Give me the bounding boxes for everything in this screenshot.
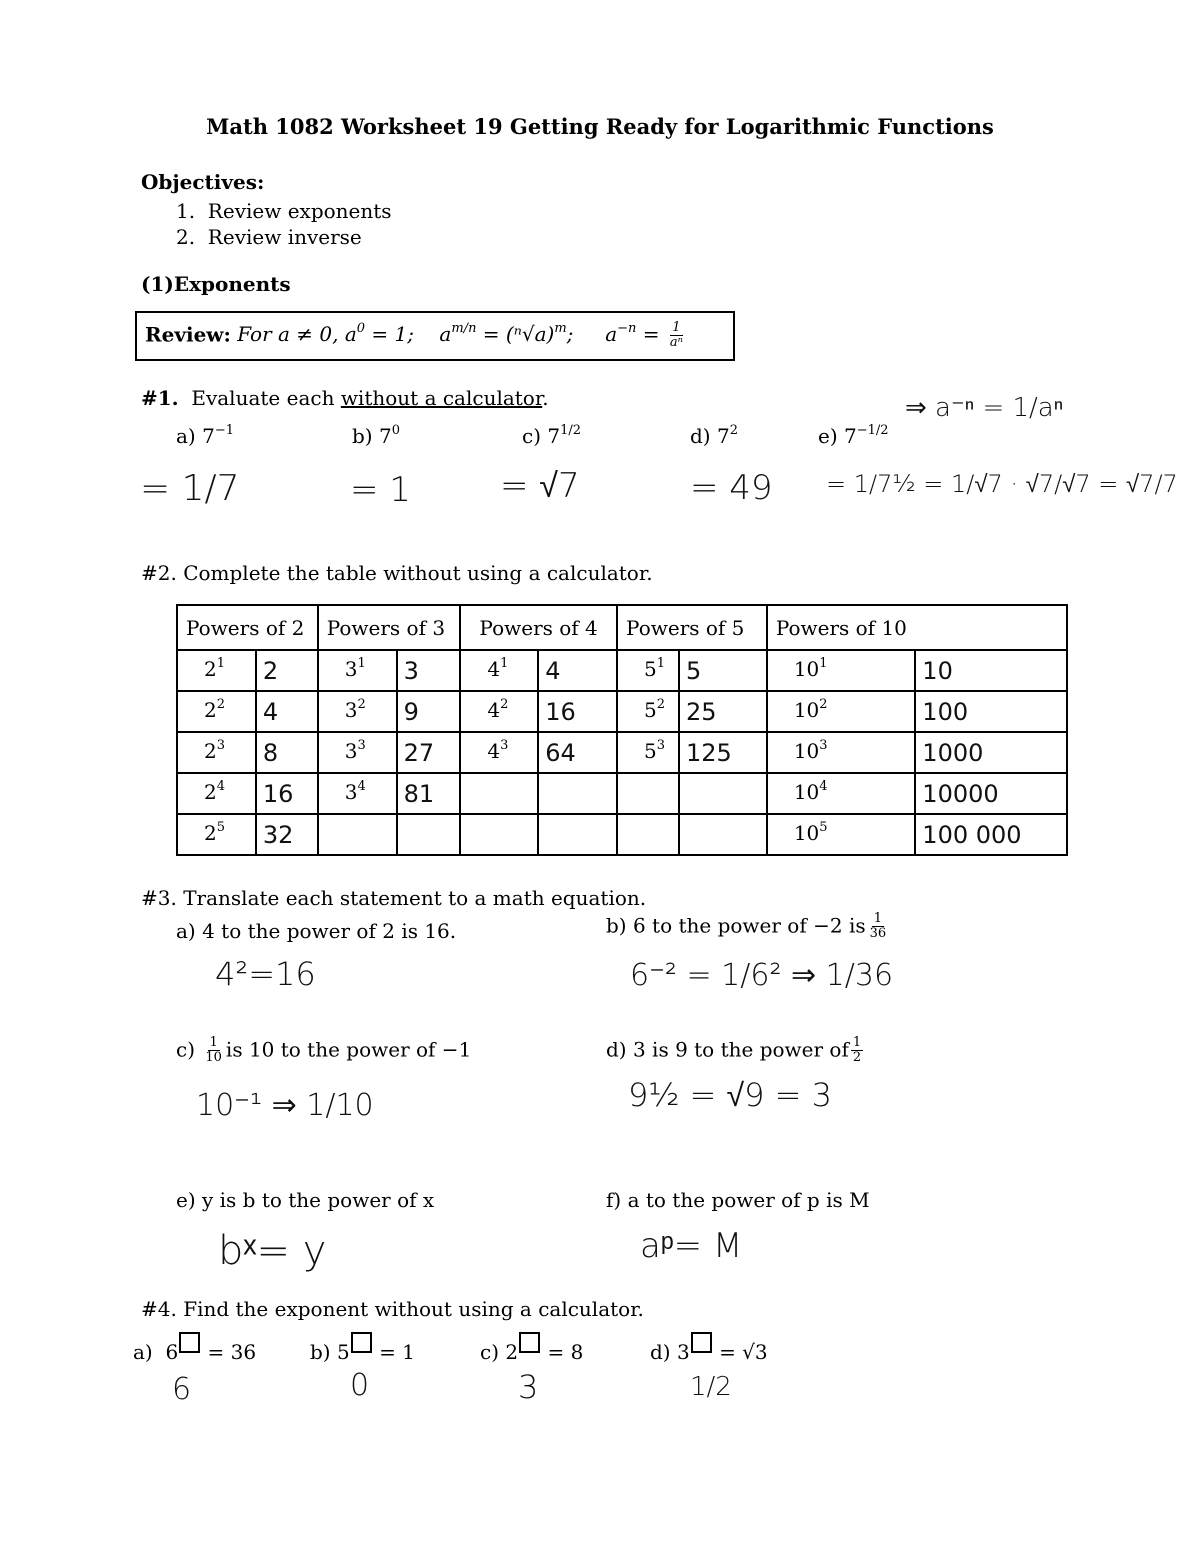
q1-item-a: a) $7^{-1}$ — [176, 423, 234, 448]
power-cell: $10^5$ — [767, 814, 915, 855]
q4-item-c: c) 2 = 8 — [480, 1332, 583, 1364]
power-cell: $3^2$ — [318, 691, 397, 732]
q3-item-e: e) y is b to the power of x — [176, 1188, 435, 1212]
power-cell: $10^1$ — [767, 650, 915, 691]
power-cell: $10^2$ — [767, 691, 915, 732]
q3-item-b: b) 6 to the power of −2 is $\frac{1}{36}$ — [606, 911, 887, 942]
answer-cell: 64 — [538, 732, 617, 773]
answer-cell — [397, 814, 461, 855]
table-row — [177, 773, 1067, 814]
q1-answer-b: = 1 — [350, 470, 411, 510]
q1-note-handwritten: ⇒ a⁻ⁿ = 1/aⁿ — [905, 393, 1064, 423]
q3-item-d: d) 3 is 9 to the power of $\frac{1}{2}$ — [606, 1035, 862, 1066]
table-header: Powers of 5 — [617, 605, 767, 650]
answer-cell: 27 — [397, 732, 461, 773]
objectives-heading: Objectives: — [141, 170, 265, 194]
q1-item-b: b) $7^0$ — [352, 423, 400, 448]
power-cell — [460, 814, 538, 855]
table-header-row — [177, 605, 1067, 650]
q1-item-e: e) $7^{-1/2}$ — [818, 423, 889, 448]
q4-answer-c: 3 — [518, 1368, 539, 1406]
power-cell: $3^4$ — [318, 773, 397, 814]
power-cell: $3^1$ — [318, 650, 397, 691]
power-cell — [460, 773, 538, 814]
power-cell: $2^1$ — [177, 650, 256, 691]
answer-cell: 16 — [538, 691, 617, 732]
power-cell: $5^1$ — [617, 650, 679, 691]
section-heading: (1)Exponents — [141, 272, 291, 296]
answer-cell — [679, 773, 767, 814]
answer-cell: 25 — [679, 691, 767, 732]
answer-cell: 125 — [679, 732, 767, 773]
q3-answer-d: 9½ = √9 = 3 — [628, 1076, 832, 1114]
q3-item-c: c) $\frac{1}{10}$ is 10 to the power of −1 — [176, 1035, 472, 1066]
power-cell: $2^3$ — [177, 732, 256, 773]
answer-cell: 16 — [256, 773, 318, 814]
power-cell: $4^3$ — [460, 732, 538, 773]
q3-item-a: a) 4 to the power of 2 is 16. — [176, 919, 457, 943]
answer-cell: 9 — [397, 691, 461, 732]
table-row — [177, 732, 1067, 773]
table-header: Powers of 2 — [177, 605, 318, 650]
exponent-box — [691, 1332, 712, 1353]
power-cell: $3^3$ — [318, 732, 397, 773]
answer-cell: 4 — [256, 691, 318, 732]
power-cell: $10^3$ — [767, 732, 915, 773]
answer-cell: 8 — [256, 732, 318, 773]
power-cell: $2^4$ — [177, 773, 256, 814]
table-row — [177, 650, 1067, 691]
review-label: Review: — [145, 322, 231, 347]
answer-cell — [538, 814, 617, 855]
question-2-prompt: #2. Complete the table without using a calculator. — [141, 561, 653, 585]
answer-cell: 1000 — [915, 732, 1067, 773]
power-cell: $5^2$ — [617, 691, 679, 732]
answer-cell: 3 — [397, 650, 461, 691]
question-3-prompt: #3. Translate each statement to a math equation. — [141, 886, 647, 910]
question-1-prompt: #1. Evaluate each without a calculator. — [141, 386, 549, 410]
q1-answer-a: = 1/7 — [140, 468, 240, 509]
table-header: Powers of 4 — [460, 605, 617, 650]
power-cell: $4^1$ — [460, 650, 538, 691]
answer-cell — [538, 773, 617, 814]
review-rule-rational: $a^{m/n} = (^n√a)^m$; — [439, 321, 574, 347]
power-cell: $2^5$ — [177, 814, 256, 855]
q4-answer-a: 6 — [172, 1372, 192, 1407]
answer-cell: 4 — [538, 650, 617, 691]
power-cell — [617, 814, 679, 855]
q3-answer-a: 4²=16 — [215, 955, 316, 993]
answer-cell: 81 — [397, 773, 461, 814]
q3-answer-f: aᵖ= M — [640, 1226, 743, 1266]
answer-cell: 10 — [915, 650, 1067, 691]
q1-answer-d: = 49 — [690, 468, 773, 508]
q1-item-d: d) $7^2$ — [690, 423, 738, 448]
table-row — [177, 814, 1067, 855]
q4-item-a: a) 6 = 36 — [133, 1332, 256, 1364]
q4-item-b: b) 5 = 1 — [310, 1332, 415, 1364]
q3-answer-c: 10⁻¹ ⇒ 1/10 — [196, 1088, 374, 1123]
q4-answer-b: 0 — [350, 1368, 370, 1403]
q4-item-d: d) 3 = √3 — [650, 1332, 768, 1364]
power-cell — [318, 814, 397, 855]
table-header: Powers of 3 — [318, 605, 461, 650]
q3-answer-b: 6⁻² = 1/6² ⇒ 1/36 — [630, 958, 894, 993]
answer-cell: 32 — [256, 814, 318, 855]
review-rule-zero: For a ≠ 0, $a^0 = 1$; — [237, 321, 414, 347]
objective-item: 1. Review exponents — [176, 199, 392, 223]
answer-cell: 10000 — [915, 773, 1067, 814]
power-cell — [617, 773, 679, 814]
question-4-prompt: #4. Find the exponent without using a calculator. — [141, 1297, 644, 1321]
answer-cell — [679, 814, 767, 855]
q1-answer-e: = 1/7½ = 1/√7 · √7/√7 = √7/7 — [826, 470, 1178, 498]
table-row — [177, 691, 1067, 732]
exponent-box — [519, 1332, 540, 1353]
review-rule-negative: $a^{-n}$ = $\frac{1}{\text{aⁿ}}$ — [605, 320, 683, 351]
power-cell: $2^2$ — [177, 691, 256, 732]
q4-answer-d: 1/2 — [690, 1372, 732, 1402]
answer-cell: 5 — [679, 650, 767, 691]
power-cell: $4^2$ — [460, 691, 538, 732]
answer-cell: 2 — [256, 650, 318, 691]
answer-cell: 100 000 — [915, 814, 1067, 855]
q1-answer-c: = √7 — [500, 466, 580, 506]
power-cell: $5^3$ — [617, 732, 679, 773]
worksheet-title: Math 1082 Worksheet 19 Getting Ready for Logarithmic Functions — [206, 114, 994, 139]
table-header: Powers of 10 — [767, 605, 1067, 650]
answer-cell: 100 — [915, 691, 1067, 732]
q3-item-f: f) a to the power of p is M — [606, 1188, 870, 1212]
power-cell: $10^4$ — [767, 773, 915, 814]
q3-answer-e: bˣ= y — [218, 1228, 327, 1274]
exponent-box — [351, 1332, 372, 1353]
q1-item-c: c) $7^{1/2}$ — [522, 423, 582, 448]
objective-item: 2. Review inverse — [176, 225, 362, 249]
powers-table — [176, 604, 1068, 856]
review-box — [135, 311, 735, 361]
exponent-box — [179, 1332, 200, 1353]
